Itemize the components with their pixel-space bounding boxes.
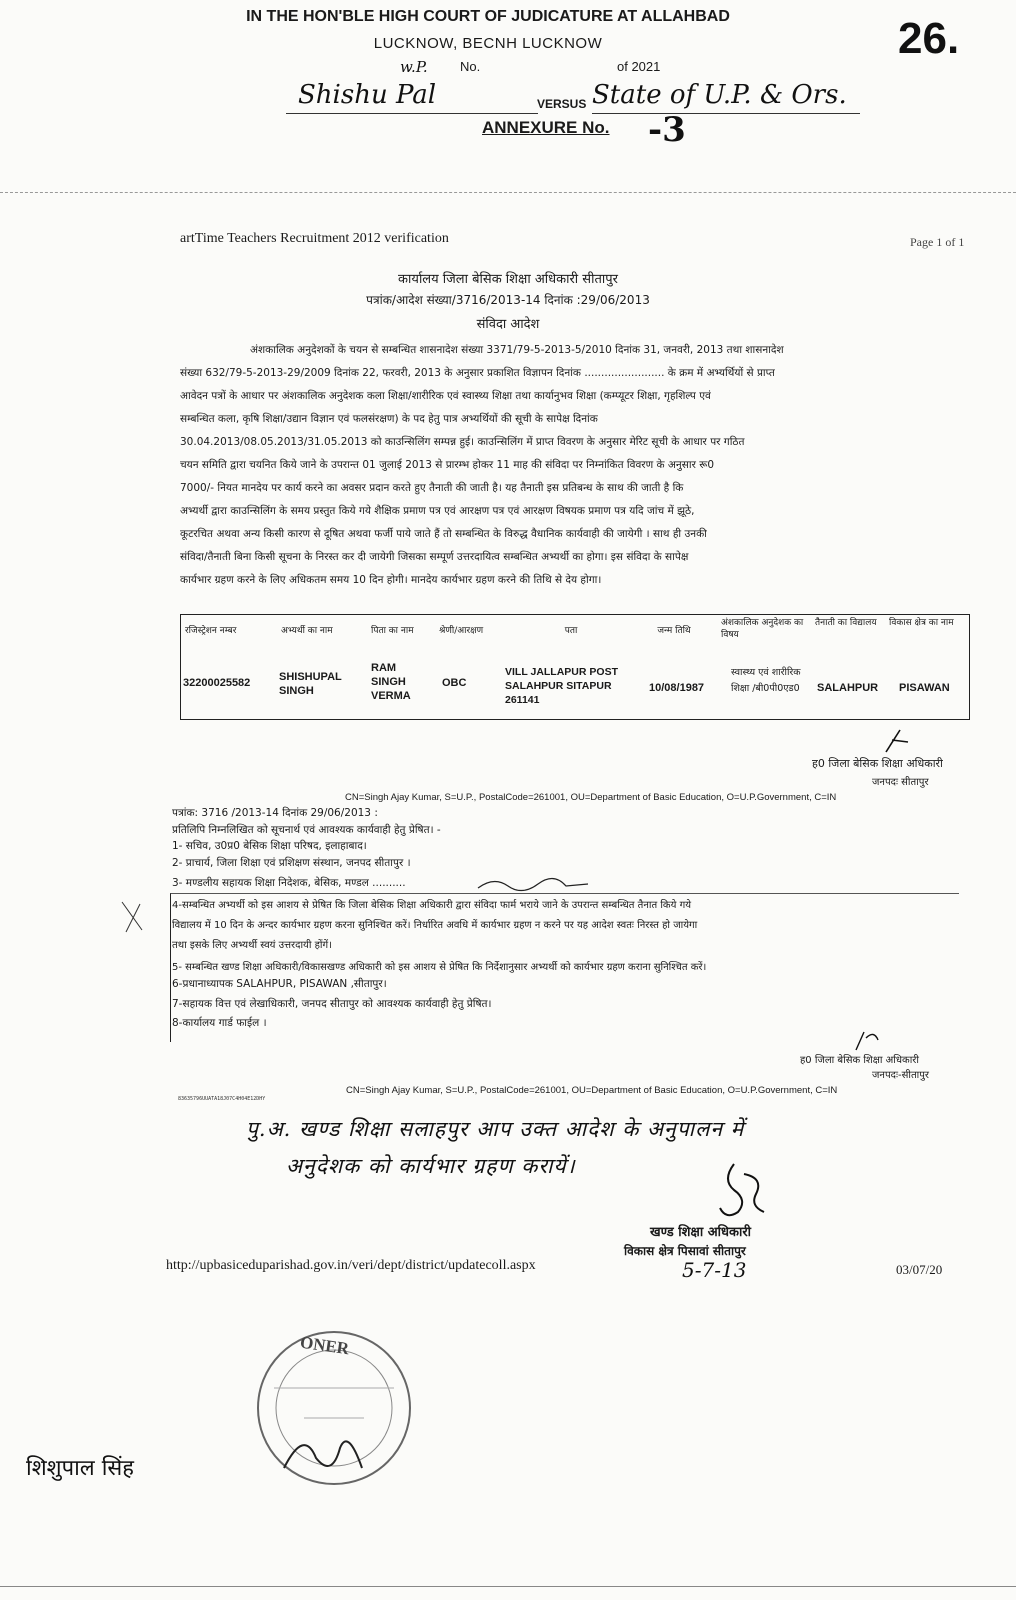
copy-reference: पत्रांक: 3716 /2013-14 दिनांक 29/06/2013 : [172, 807, 378, 819]
order-para-line: 30.04.2013/08.05.2013/31.05.2013 को काउन्सिलिंग सम्पन्न हुई। काउन्सिलिंग में प्राप्त विवरण के अनुसार मेरिट सूची के आधार पर गठित [180, 436, 745, 448]
order-para-line: चयन समिति द्वारा चयनित किये जाने के उपरान्त 01 जुलाई 2013 से प्रारम्भ होकर 11 माह की संविदा पर निम्नांकित विवरण के अनुसार रू0 [180, 459, 715, 471]
digital-cert-1: CN=Singh Ajay Kumar, S=U.P., PostalCode=261001, OU=Department of Basic Education, O=U.P.Government, C=IN [345, 792, 837, 803]
order-para-line: कूटरचित अथवा अन्य किसी कारण से दूषित अथवा फर्जी पाये जाते हैं तो सम्बन्धित के विरुद्ध वैधानिक कार्यवाही की जायेगी । साथ ही उनकी [180, 528, 707, 540]
signature-mark-icon [878, 726, 918, 756]
copy-item: 8-कार्यालय गार्ड फाईल । [172, 1017, 267, 1029]
td-block: PISAWAN [899, 682, 950, 694]
th-subject: अंशकालिक अनुदेशक का विषय [721, 618, 804, 640]
copy-item: 4-सम्बन्धित अभ्यर्थी को इस आशय से प्रेषित कि जिला बेसिक शिक्षा अधिकारी द्वारा संविदा फार्म भराये जाने के उपरान्त सम्बन्धित तैनात किये गये [172, 900, 692, 911]
order-para-line: संख्या 632/79-5-2013-29/2009 दिनांक 22, फरवरी, 2013 के अनुसार प्रकाशित विज्ञापन दिनांक ........................ के क्रम में अभ्यर्थियों से प्राप्त [180, 367, 775, 379]
court-bench: LUCKNOW, BECNH LUCKNOW [373, 35, 603, 52]
td-address: VILL JALLAPUR POST SALAHPUR SITAPUR 261141 [505, 666, 618, 706]
signature-mark-icon [850, 1028, 890, 1054]
annexure-label: ANNEXURE No. [482, 118, 610, 137]
printout-page-of: Page 1 of 1 [910, 235, 965, 249]
wp-label: w.P. [400, 58, 428, 76]
barcode-text: 83635796UUATA18J07C4H04E12DHY [178, 1096, 266, 1102]
th-dob: जन्म तिथि [657, 626, 691, 636]
handwritten-note-line1: पु.अ. खण्ड शिक्षा सलाहपुर आप उक्त आदेश के अनुपालन में [246, 1117, 745, 1141]
order-district: जनपदः सीतापुर [872, 777, 929, 788]
appointment-table [180, 614, 970, 720]
order-para-line: अंशकालिक अनुदेशकों के चयन से सम्बन्धित शासनादेश संख्या 3371/79-5-2013-5/2010 दिनांक 31, जनवरी, 2013 तथा शासनादेश [250, 344, 784, 356]
stamp-line2: विकास क्षेत्र पिसावां सीतापुर [624, 1244, 746, 1258]
order-title: संविदा आदेश [476, 317, 540, 332]
seal-text: ONER [298, 1332, 351, 1359]
copy-district: जनपदः-सीतापुर [872, 1070, 929, 1081]
order-para-line: संविदा/तैनाती बिना किसी सूचना के निरस्त कर दी जायेगी जिसका सम्पूर्ण उत्तरदायित्व सम्बन्धित अभ्यर्थी का होगा। इस संविदा के सापेक्ष [180, 551, 689, 563]
th-block: विकास क्षेत्र का नाम [889, 618, 954, 628]
printout-page-title: artTime Teachers Recruitment 2012 verification [180, 231, 449, 246]
petitioner-signature: शिशुपाल सिंह [26, 1456, 134, 1481]
copy-item: 5- सम्बन्धित खण्ड शिक्षा अधिकारी/विकासखण्ड अधिकारी को इस आशय से प्रेषित कि निर्देशानुसार अभ्यर्थी को कार्यभार ग्रहण कराना सुनिश्चित करें। [172, 962, 707, 973]
endorsement-date: 5-7-13 [682, 1258, 747, 1282]
copy-item: 1- सचिव, उ0प्र0 बेसिक शिक्षा परिषद, इलाहाबाद। [172, 840, 367, 852]
th-name: अभ्यर्थी का नाम [281, 626, 333, 636]
td-category: OBC [442, 677, 467, 689]
handwritten-note-line2: अनुदेशक को कार्यभार ग्रहण करायें। [286, 1154, 576, 1178]
order-para-line: अभ्यर्थी द्वारा काउन्सिलिंग के समय प्रस्तुत किये गये शैक्षिक प्रमाण पत्र एवं आरक्षण पत्र एवं आरक्षण विषयक प्रमाण पत्र यदि जांच में झूठे, [180, 505, 695, 517]
td-reg-no: 32200025582 [183, 677, 251, 689]
stamp-line1: खण्ड शिक्षा अधिकारी [650, 1225, 752, 1240]
th-father: पिता का नाम [371, 626, 414, 636]
printout-url: http://upbasiceduparishad.gov.in/veri/dept/district/updatecoll.aspx [166, 1258, 536, 1273]
td-school: SALAHPUR [817, 682, 879, 694]
order-signatory: ह0 जिला बेसिक शिक्षा अधिकारी [812, 757, 943, 770]
td-dob: 10/08/1987 [649, 682, 705, 694]
versus-label: VERSUS [537, 97, 587, 111]
respondent-name: State of U.P. & Ors. [592, 80, 847, 110]
th-category: श्रेणी/आरक्षण [439, 626, 484, 636]
th-reg-no: रजिस्ट्रेशन नम्बर [185, 626, 237, 636]
margin-mark-icon [118, 898, 148, 938]
td-father: RAM SINGH VERMA [371, 662, 411, 702]
order-para-line: सम्बन्धित कला, कृषि शिक्षा/उद्यान विज्ञान एवं फलसंरक्षण) के पद हेतु पात्र अभ्यर्थियों की सूची के सापेक्ष दिनांक [180, 413, 598, 425]
copy-item: 2- प्राचार्य, जिला शिक्षा एवं प्रशिक्षण संस्थान, जनपद सीतापुर । [172, 857, 411, 869]
printout-date: 03/07/20 [896, 1262, 943, 1277]
copy-item: 6-प्रधानाध्यापक SALAHPUR, PISAWAN ,सीतापुर। [172, 978, 387, 990]
petitioner-underline [286, 113, 538, 114]
copy-item: तथा इसके लिए अभ्यर्थी स्वयं उत्तरदायी होंगें। [172, 940, 332, 951]
year-label: of 2021 [617, 59, 661, 74]
th-address: पता [564, 626, 578, 636]
office-heading: कार्यालय जिला बेसिक शिक्षा अधिकारी सीतापुर [398, 272, 618, 287]
copy-item: विद्यालय में 10 दिन के अन्दर कार्यभार ग्रहण करना सुनिश्चित करें। निर्धारित अवधि में कार्यभार ग्रहण न करने पर यह आदेश स्वतः निरस्त हो जायेगा [172, 920, 698, 931]
bottom-edge-line [0, 1586, 1016, 1587]
respondent-underline [592, 113, 860, 114]
header-divider [0, 192, 1016, 193]
copy-signatory: ह0 जिला बेसिक शिक्षा अधिकारी [800, 1055, 919, 1066]
officer-signature-icon [704, 1160, 784, 1222]
petitioner-name: Shishu Pal [298, 80, 437, 110]
order-para-line: 7000/- नियत मानदेय पर कार्य करने का अवसर प्रदान करते हुए तैनाती की जाती है। यह तैनाती इस प्रतिबन्ध के साथ की जाती है कि [180, 482, 684, 494]
digital-cert-2: CN=Singh Ajay Kumar, S=U.P., PostalCode=261001, OU=Department of Basic Education, O=U.P.Government, C=IN [346, 1085, 838, 1096]
td-name: SHISHUPAL SINGH [279, 671, 342, 697]
order-para-line: कार्यभार ग्रहण करने के लिए अधिकतम समय 10 दिन होगी। मानदेय कार्यभार ग्रहण करने की तिथि से देय होगा। [180, 574, 602, 586]
order-reference: पत्रांक/आदेश संख्या/3716/2013-14 दिनांक :29/06/2013 [366, 293, 650, 307]
th-school: तैनाती का विद्यालय [815, 618, 877, 628]
copy-item: 3- मण्डलीय सहायक शिक्षा निदेशक, बेसिक, मण्डल .......... [172, 877, 406, 889]
handwritten-scribble-icon [474, 874, 594, 894]
order-para-line: आवेदन पत्रों के आधार पर अंशकालिक अनुदेशक कला शिक्षा/शारीरिक एवं स्वास्थ्य शिक्षा तथा कार्यानुभव शिक्षा (कम्प्यूटर शिक्षा, गृहशिल्प एवं [180, 390, 711, 402]
copy-intro: प्रतिलिपि निम्नलिखित को सूचनार्थ एवं आवश्यक कार्यवाही हेतु प्रेषित। - [172, 824, 441, 836]
no-label: No. [460, 59, 481, 74]
copy-item: 7-सहायक वित्त एवं लेखाधिकारी, जनपद सीतापुर को आवश्यक कार्यवाही हेतु प्रेषित। [172, 998, 492, 1010]
page-number: 26. [898, 14, 960, 63]
court-heading: IN THE HON'BLE HIGH COURT OF JUDICATURE AT ALLAHBAD [246, 8, 730, 25]
td-subject: स्वास्थ्य एवं शारीरिक शिक्षा /बी0पी0एड0 [731, 667, 801, 694]
order-paragraph [180, 339, 972, 592]
annexure-number: -3 [648, 110, 686, 150]
